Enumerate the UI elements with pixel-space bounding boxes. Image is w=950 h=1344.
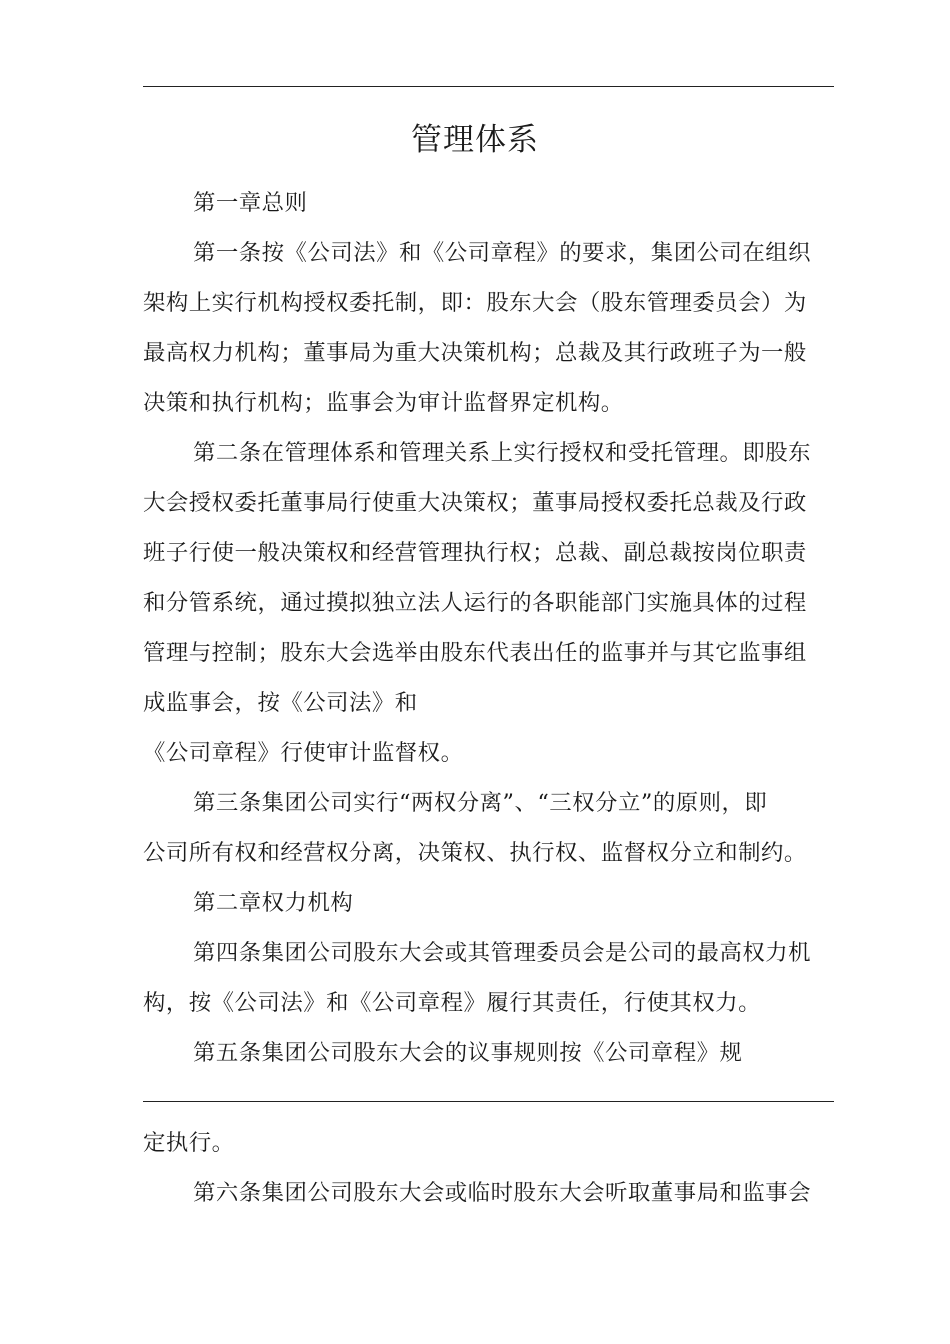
article-line: 构，按《公司法》和《公司章程》履行其责任，行使其权力。 bbox=[143, 990, 762, 1016]
page-title: 管理体系 bbox=[411, 122, 539, 158]
article-line: 第四条集团公司股东大会或其管理委员会是公司的最高权力机 bbox=[193, 940, 812, 966]
article-line: 第二条在管理体系和管理关系上实行授权和受托管理。即股东 bbox=[193, 440, 812, 466]
chapter-heading: 第一章总则 bbox=[193, 190, 308, 216]
article-line: 最高权力机构；董事局为重大决策机构；总裁及其行政班子为一般 bbox=[143, 340, 807, 366]
top-rule bbox=[143, 86, 834, 87]
article-line: 第五条集团公司股东大会的议事规则按《公司章程》规 bbox=[193, 1040, 743, 1066]
article-line: 和分管系统，通过摸拟独立法人运行的各职能部门实施具体的过程 bbox=[143, 590, 807, 616]
article-line: 管理与控制；股东大会选举由股东代表出任的监事并与其它监事组 bbox=[143, 640, 807, 666]
page-break-rule bbox=[143, 1101, 834, 1102]
article-line: 决策和执行机构；监事会为审计监督界定机构。 bbox=[143, 390, 624, 416]
article-line: 《公司章程》行使审计监督权。 bbox=[143, 740, 464, 766]
article-line: 第三条集团公司实行“两权分离”、“三权分立”的原则，即 bbox=[193, 790, 768, 816]
article-line: 定执行。 bbox=[143, 1130, 235, 1156]
article-line: 成监事会，按《公司法》和 bbox=[143, 690, 418, 716]
chapter-heading: 第二章权力机构 bbox=[193, 890, 354, 916]
article-line: 班子行使一般决策权和经营管理执行权；总裁、副总裁按岗位职责 bbox=[143, 540, 807, 566]
article-line: 公司所有权和经营权分离，决策权、执行权、监督权分立和制约。 bbox=[143, 840, 807, 866]
article-line: 架构上实行机构授权委托制，即：股东大会（股东管理委员会）为 bbox=[143, 290, 807, 316]
article-line: 第六条集团公司股东大会或临时股东大会听取董事局和监事会 bbox=[193, 1180, 812, 1206]
article-line: 第一条按《公司法》和《公司章程》的要求，集团公司在组织 bbox=[193, 240, 812, 266]
article-line: 大会授权委托董事局行使重大决策权；董事局授权委托总裁及行政 bbox=[143, 490, 807, 516]
